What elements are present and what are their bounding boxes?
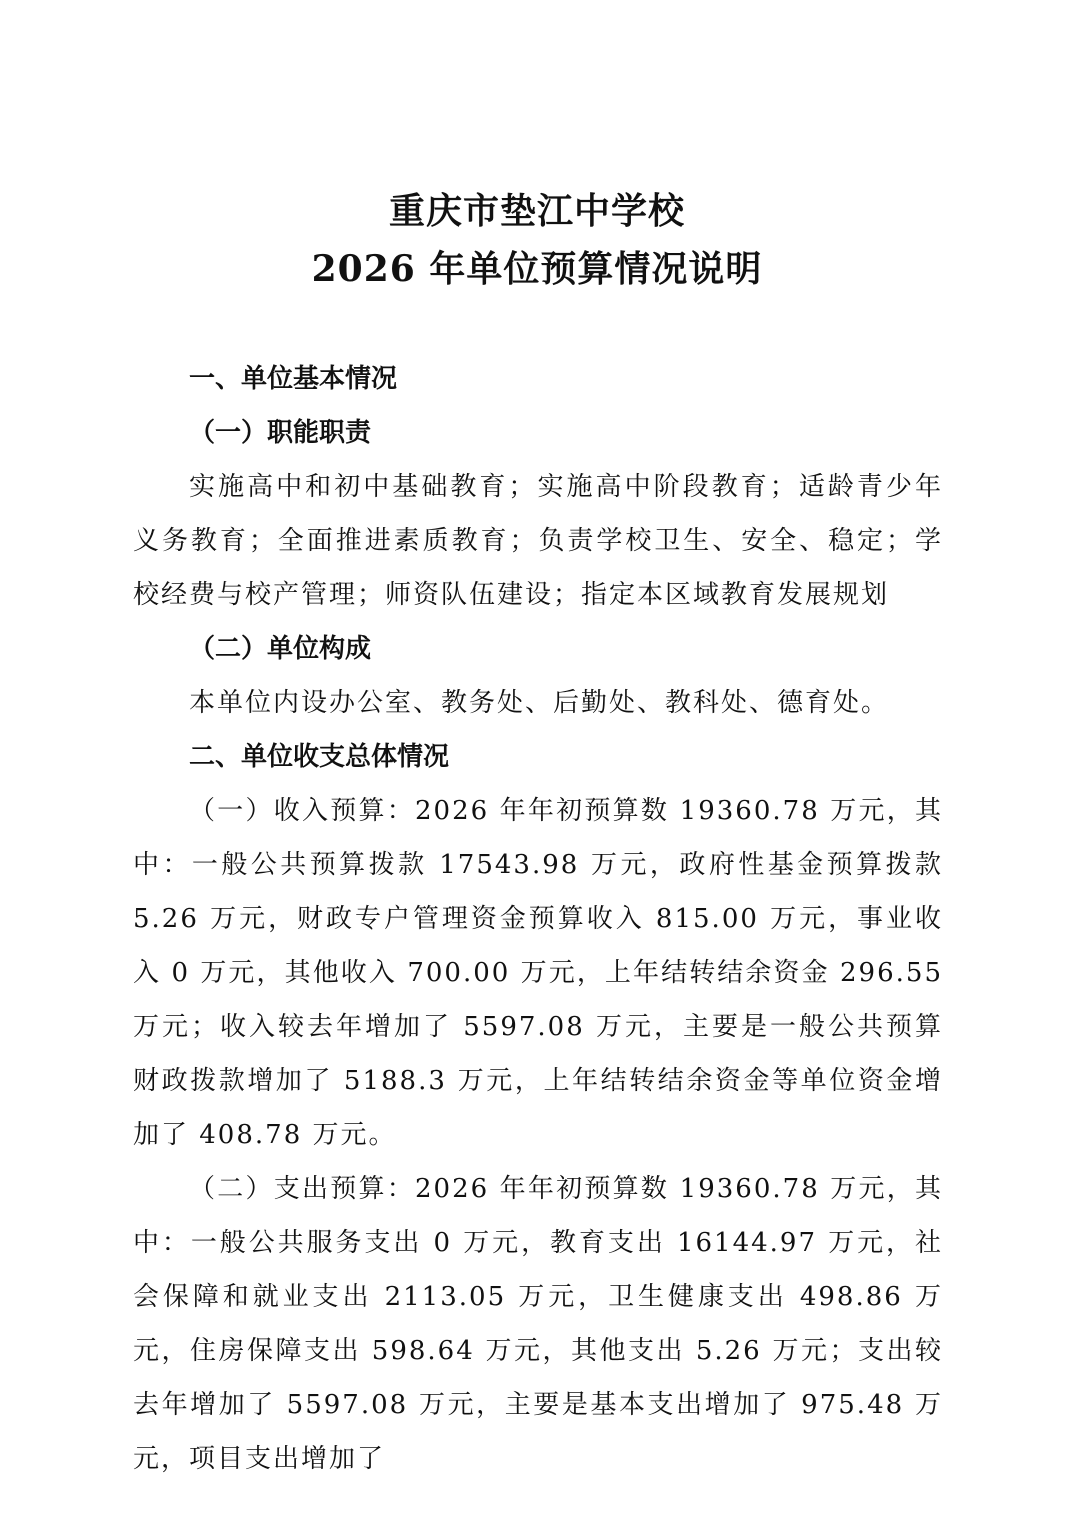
section-1-sub-1-heading: （一）职能职责	[189, 418, 372, 448]
income-budget-paragraph: （一）收入预算：2026 年年初预算数 19360.78 万元，其中：一般公共预算拨款 17543.98 万元，政府性基金预算拨款 5.26 万元，财政专户管理资金预算收入 815.00 万元，事业收入 0 万元，其他收入 700.00 万元，上年结转结余资金 296.55 万元；收入较去年增加了 5597.08 万元，主要是一般公共预算财政拨款增加了 5188.3 万元，上年结转结余资金等单位资金增加了 408.78 万元。	[133, 796, 943, 1150]
document-body	[133, 352, 943, 1486]
structure-paragraph: 本单位内设办公室、教务处、后勤处、教科处、德育处。	[189, 688, 890, 718]
section-1-sub-2-heading: （二）单位构成	[189, 634, 372, 664]
section-2-heading: 二、单位收支总体情况	[189, 742, 450, 772]
title-line-2: 2026 年单位预算情况说明	[311, 248, 763, 290]
document-title	[0, 182, 1074, 298]
expense-budget-paragraph: （二）支出预算：2026 年年初预算数 19360.78 万元，其中：一般公共服务支出 0 万元，教育支出 16144.97 万元，社会保障和就业支出 2113.05 万元，卫生健康支出 498.86 万元，住房保障支出 598.64 万元，其他支出 5.26 万元；支出较去年增加了 5597.08 万元，主要是基本支出增加了 975.48 万元，项目支出增加了	[133, 1174, 943, 1474]
title-line-1: 重庆市垫江中学校	[388, 190, 685, 232]
functions-paragraph: 实施高中和初中基础教育；实施高中阶段教育；适龄青少年义务教育；全面推进素质教育；负责学校卫生、安全、稳定；学校经费与校产管理；师资队伍建设；指定本区域教育发展规划	[133, 472, 943, 610]
section-1-heading: 一、单位基本情况	[189, 364, 398, 394]
